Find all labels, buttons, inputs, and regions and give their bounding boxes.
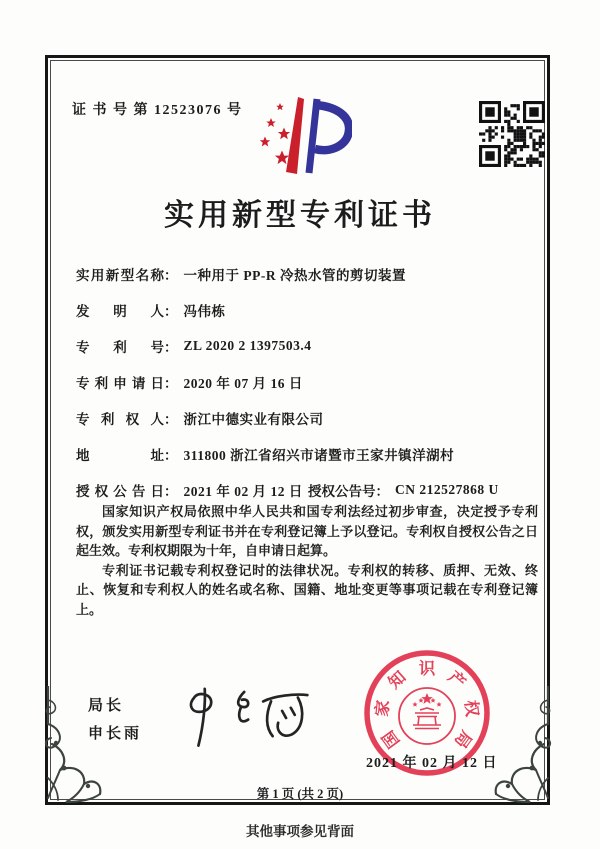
field-label: 发明人 — [76, 304, 164, 319]
seal-gate-icon — [413, 708, 441, 729]
field-row-name — [76, 256, 541, 292]
svg-text:家: 家 — [372, 699, 393, 718]
page-number: 第 1 页 (共 2 页) — [256, 787, 344, 801]
field-row-patent-no — [76, 328, 541, 364]
certificate-fields — [76, 256, 541, 508]
field-label: 专利号 — [76, 340, 164, 355]
director-signature — [170, 682, 320, 754]
field-row-address — [76, 436, 541, 472]
field-value: 冯伟栋 — [183, 304, 226, 319]
grant-date-value: 2021 年 02 月 12 日 — [183, 484, 303, 499]
director-name: 申长雨 — [88, 726, 143, 742]
field-colon: ： — [164, 448, 178, 463]
field-value: ZL 2020 2 1397503.4 — [183, 338, 312, 353]
qr-code — [479, 101, 545, 167]
logo-stars-icon — [260, 103, 290, 164]
paragraph-register-statement: 专利证书记载专利权登记时的法律状况。专利权的转移、质押、无效、终止、恢复和专利权人的姓名或名称、国籍、地址变更等事项记载在专利登记簿上。 — [76, 562, 538, 617]
field-label: 地址 — [76, 448, 164, 463]
field-colon: ： — [164, 412, 178, 427]
field-label: 专利申请日 — [76, 376, 164, 391]
director-title: 局长 — [88, 698, 125, 714]
field-value: 2020 年 07 月 16 日 — [183, 376, 303, 391]
seal-text — [371, 659, 483, 752]
field-row-patentee — [76, 400, 541, 436]
logo-flag-icon — [286, 97, 304, 174]
grant-no-value: CN 212527868 U — [395, 482, 499, 497]
field-colon: ： — [164, 304, 178, 319]
certificate-number: 证 书 号 第 12523076 号 — [72, 103, 243, 118]
paragraph-grant-statement: 国家知识产权局依照中华人民共和国专利法经过初步审查，决定授予专利权，颁发实用新型专利证书并在专利登记簿上予以登记。专利权自授权公告之日起生效。专利权期限为十年，自申请日起算。 — [76, 504, 538, 558]
field-colon: ： — [164, 268, 178, 283]
field-colon: ： — [164, 376, 178, 391]
field-row-filing-date — [76, 364, 541, 400]
field-label: 授权公告日 — [76, 484, 164, 499]
certificate-title: 实用新型专利证书 — [164, 199, 436, 232]
field-label: 实用新型名称 — [76, 268, 164, 283]
svg-text:权: 权 — [461, 699, 482, 718]
field-value: 一种用于 PP-R 冷热水管的剪切装置 — [183, 268, 406, 283]
field-value: 浙江中德实业有限公司 — [183, 412, 324, 427]
svg-text:国: 国 — [378, 727, 404, 752]
field-colon: ： — [164, 484, 178, 499]
field-value: 311800 浙江省绍兴市诸暨市王家井镇洋湖村 — [183, 448, 455, 463]
field-label: 授权公告号 — [308, 484, 376, 499]
legal-text — [76, 502, 538, 619]
svg-text:产: 产 — [444, 667, 470, 693]
seal-emblem-icon — [412, 693, 441, 707]
svg-text:知: 知 — [384, 667, 410, 693]
svg-text:识: 识 — [418, 658, 436, 678]
svg-text:局: 局 — [450, 727, 476, 752]
field-colon: ： — [164, 340, 178, 355]
field-label: 专利权人 — [76, 412, 164, 427]
logo-p-icon — [309, 99, 349, 173]
field-colon: ： — [375, 484, 389, 499]
back-note: 其他事项参见背面 — [246, 824, 354, 839]
field-row-inventor — [76, 292, 541, 328]
cnipa-logo — [250, 96, 352, 175]
seal-date: 2021 年 02 月 12 日 — [366, 756, 498, 771]
